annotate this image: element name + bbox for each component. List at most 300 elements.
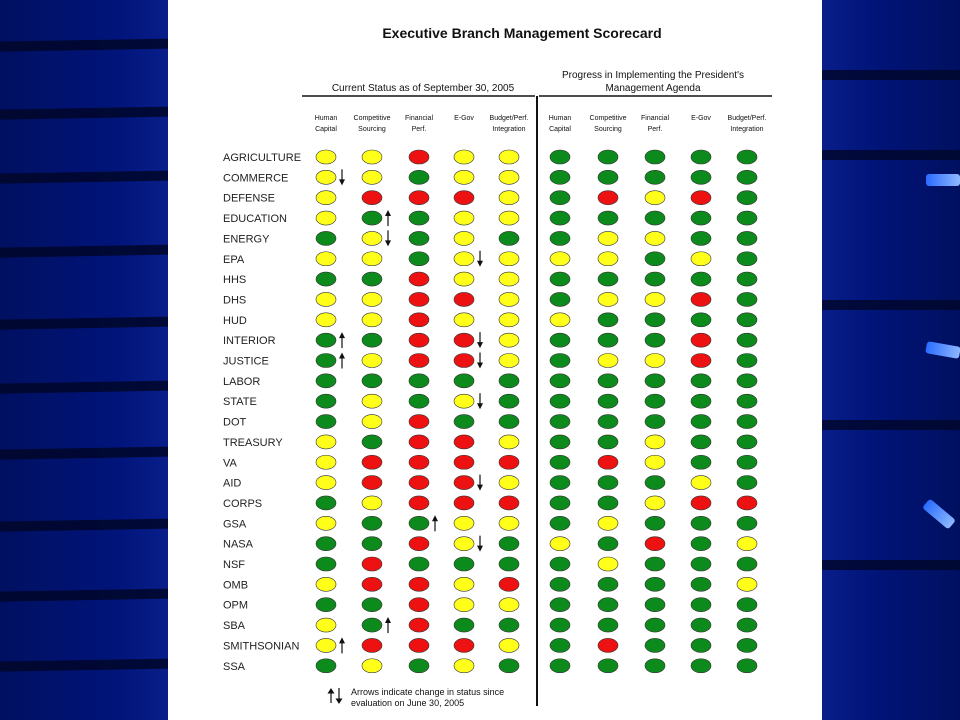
progress-mark-ssa-e-gov	[691, 659, 711, 673]
status-mark-epa-human-capital	[316, 252, 336, 266]
status-mark-dot-financial-perf	[409, 415, 429, 429]
progress-mark-state-e-gov	[691, 394, 711, 408]
status-mark-nasa-e-gov	[454, 537, 474, 551]
progress-mark-labor-human-capital	[550, 374, 570, 388]
status-mark-nasa-budget-perf-integration	[499, 537, 519, 551]
progress-mark-opm-competitive-sourcing	[598, 598, 618, 612]
progress-mark-nasa-human-capital	[550, 537, 570, 551]
progress-mark-nasa-financial-perf	[645, 537, 665, 551]
agency-label-state: STATE	[223, 396, 257, 409]
progress-mark-ssa-competitive-sourcing	[598, 659, 618, 673]
progress-mark-energy-budget-perf-integration	[737, 231, 757, 245]
status-mark-ssa-financial-perf	[409, 659, 429, 673]
progress-mark-aid-human-capital	[550, 476, 570, 490]
scorecard-panel	[168, 0, 822, 720]
progress-mark-treasury-financial-perf	[645, 435, 665, 449]
scorecard-chart	[168, 0, 822, 720]
status-mark-treasury-human-capital	[316, 435, 336, 449]
progress-mark-sba-human-capital	[550, 618, 570, 632]
progress-mark-smithsonian-competitive-sourcing	[598, 638, 618, 652]
arrow-up-smithsonian-human-capital	[339, 637, 345, 653]
arrow-down-commerce-human-capital	[339, 169, 345, 185]
status-mark-corps-financial-perf	[409, 496, 429, 510]
agency-label-aid: AID	[223, 477, 242, 490]
status-col-header-financial-perf-line1: Financial	[404, 115, 434, 122]
progress-mark-va-budget-perf-integration	[737, 455, 757, 469]
status-mark-corps-e-gov	[454, 496, 474, 510]
status-col-header-budget-perf-integration-line1: Budget/Perf.	[489, 115, 529, 122]
arrow-down-aid-e-gov	[477, 475, 483, 491]
status-col-header-human-capital-line1: Human	[314, 115, 338, 122]
background-right	[822, 0, 960, 720]
progress-mark-gsa-budget-perf-integration	[737, 516, 757, 530]
section-progress-title-line2: Management Agenda	[605, 83, 701, 94]
status-mark-commerce-financial-perf	[409, 170, 429, 184]
progress-mark-aid-financial-perf	[645, 476, 665, 490]
agency-label-omb: OMB	[223, 579, 249, 592]
progress-col-header-financial-perf-line2: Perf.	[647, 126, 663, 133]
status-mark-commerce-e-gov	[454, 170, 474, 184]
status-mark-ssa-human-capital	[316, 659, 336, 673]
progress-mark-sba-e-gov	[691, 618, 711, 632]
status-mark-state-budget-perf-integration	[499, 394, 519, 408]
progress-mark-agriculture-financial-perf	[645, 150, 665, 164]
status-mark-treasury-financial-perf	[409, 435, 429, 449]
status-mark-smithsonian-human-capital	[316, 638, 336, 652]
status-mark-aid-competitive-sourcing	[362, 476, 382, 490]
legend	[328, 687, 505, 708]
agency-label-sba: SBA	[223, 620, 246, 633]
agency-label-energy: ENERGY	[223, 233, 270, 246]
progress-col-header-competitive-sourcing-line1: Competitive	[589, 115, 627, 122]
status-mark-agriculture-competitive-sourcing	[362, 150, 382, 164]
status-mark-sba-budget-perf-integration	[499, 618, 519, 632]
progress-mark-justice-competitive-sourcing	[598, 354, 618, 368]
status-mark-defense-human-capital	[316, 191, 336, 205]
progress-mark-dhs-competitive-sourcing	[598, 292, 618, 306]
progress-col-header-financial-perf-line1: Financial	[640, 115, 670, 122]
status-mark-hhs-financial-perf	[409, 272, 429, 286]
status-mark-justice-financial-perf	[409, 354, 429, 368]
progress-mark-nsf-human-capital	[550, 557, 570, 571]
progress-mark-ssa-financial-perf	[645, 659, 665, 673]
progress-mark-nsf-competitive-sourcing	[598, 557, 618, 571]
status-mark-ssa-competitive-sourcing	[362, 659, 382, 673]
arrow-down-justice-e-gov	[477, 353, 483, 369]
status-mark-va-e-gov	[454, 455, 474, 469]
status-mark-nsf-human-capital	[316, 557, 336, 571]
progress-mark-gsa-financial-perf	[645, 516, 665, 530]
status-mark-va-human-capital	[316, 455, 336, 469]
progress-mark-nasa-competitive-sourcing	[598, 537, 618, 551]
chart-title: Executive Branch Management Scorecard	[382, 25, 662, 41]
agency-label-va: VA	[223, 457, 237, 470]
status-mark-sba-e-gov	[454, 618, 474, 632]
status-mark-dhs-budget-perf-integration	[499, 292, 519, 306]
agency-label-treasury: TREASURY	[223, 436, 283, 449]
progress-mark-epa-budget-perf-integration	[737, 252, 757, 266]
progress-mark-interior-financial-perf	[645, 333, 665, 347]
progress-mark-defense-financial-perf	[645, 191, 665, 205]
progress-mark-corps-e-gov	[691, 496, 711, 510]
section-current-title: Current Status as of September 30, 2005	[331, 83, 515, 94]
progress-mark-commerce-financial-perf	[645, 170, 665, 184]
status-mark-education-competitive-sourcing	[362, 211, 382, 225]
status-mark-va-financial-perf	[409, 455, 429, 469]
progress-mark-dhs-human-capital	[550, 292, 570, 306]
status-col-header-competitive-sourcing-line1: Competitive	[353, 115, 391, 122]
arrow-down-state-e-gov	[477, 393, 483, 409]
arrow-down-nasa-e-gov	[477, 536, 483, 552]
arrow-up-gsa-financial-perf	[432, 515, 438, 531]
progress-mark-defense-human-capital	[550, 191, 570, 205]
status-mark-opm-financial-perf	[409, 598, 429, 612]
progress-mark-treasury-competitive-sourcing	[598, 435, 618, 449]
agency-label-nasa: NASA	[223, 538, 253, 551]
status-mark-dhs-human-capital	[316, 292, 336, 306]
status-mark-interior-e-gov	[454, 333, 474, 347]
status-mark-dhs-competitive-sourcing	[362, 292, 382, 306]
status-mark-opm-human-capital	[316, 598, 336, 612]
agency-label-smithsonian: SMITHSONIAN	[223, 640, 300, 653]
status-mark-nsf-competitive-sourcing	[362, 557, 382, 571]
progress-mark-justice-budget-perf-integration	[737, 354, 757, 368]
status-mark-omb-competitive-sourcing	[362, 577, 382, 591]
progress-mark-justice-financial-perf	[645, 354, 665, 368]
progress-mark-agriculture-e-gov	[691, 150, 711, 164]
progress-mark-opm-human-capital	[550, 598, 570, 612]
progress-mark-aid-competitive-sourcing	[598, 476, 618, 490]
progress-mark-opm-budget-perf-integration	[737, 598, 757, 612]
progress-mark-dhs-financial-perf	[645, 292, 665, 306]
status-mark-opm-e-gov	[454, 598, 474, 612]
progress-mark-omb-budget-perf-integration	[737, 577, 757, 591]
progress-mark-commerce-budget-perf-integration	[737, 170, 757, 184]
progress-mark-va-human-capital	[550, 455, 570, 469]
agency-label-agriculture: AGRICULTURE	[223, 152, 302, 164]
status-mark-aid-human-capital	[316, 476, 336, 490]
progress-mark-education-human-capital	[550, 211, 570, 225]
progress-mark-aid-budget-perf-integration	[737, 476, 757, 490]
status-mark-smithsonian-e-gov	[454, 638, 474, 652]
progress-mark-epa-financial-perf	[645, 252, 665, 266]
status-mark-interior-budget-perf-integration	[499, 333, 519, 347]
agency-label-interior: INTERIOR	[223, 335, 276, 348]
arrow-up-education-competitive-sourcing	[385, 210, 391, 226]
arrow-up-interior-human-capital	[339, 332, 345, 348]
status-mark-agriculture-human-capital	[316, 150, 336, 164]
progress-mark-dot-e-gov	[691, 415, 711, 429]
status-col-header-budget-perf-integration-line2: Integration	[492, 126, 526, 133]
progress-mark-hud-competitive-sourcing	[598, 313, 618, 327]
status-mark-nsf-budget-perf-integration	[499, 557, 519, 571]
arrow-down-epa-e-gov	[477, 251, 483, 267]
progress-mark-energy-human-capital	[550, 231, 570, 245]
progress-mark-hud-e-gov	[691, 313, 711, 327]
agency-label-hud: HUD	[223, 314, 247, 327]
status-mark-nasa-human-capital	[316, 537, 336, 551]
progress-mark-dot-human-capital	[550, 415, 570, 429]
arrow-up-justice-human-capital	[339, 353, 345, 369]
progress-mark-opm-e-gov	[691, 598, 711, 612]
progress-mark-ssa-budget-perf-integration	[737, 659, 757, 673]
agency-label-opm: OPM	[223, 599, 249, 612]
progress-mark-labor-competitive-sourcing	[598, 374, 618, 388]
progress-mark-treasury-e-gov	[691, 435, 711, 449]
status-mark-va-budget-perf-integration	[499, 455, 519, 469]
progress-mark-gsa-competitive-sourcing	[598, 516, 618, 530]
progress-mark-labor-financial-perf	[645, 374, 665, 388]
progress-mark-sba-competitive-sourcing	[598, 618, 618, 632]
status-mark-nsf-e-gov	[454, 557, 474, 571]
progress-mark-treasury-budget-perf-integration	[737, 435, 757, 449]
progress-mark-interior-competitive-sourcing	[598, 333, 618, 347]
progress-mark-epa-competitive-sourcing	[598, 252, 618, 266]
status-mark-sba-competitive-sourcing	[362, 618, 382, 632]
status-col-header-human-capital-line2: Capital	[315, 126, 337, 133]
progress-mark-aid-e-gov	[691, 476, 711, 490]
progress-col-header-human-capital-line1: Human	[548, 115, 572, 122]
status-mark-agriculture-budget-perf-integration	[499, 150, 519, 164]
status-mark-energy-e-gov	[454, 231, 474, 245]
status-mark-gsa-human-capital	[316, 516, 336, 530]
status-mark-education-financial-perf	[409, 211, 429, 225]
progress-mark-hud-financial-perf	[645, 313, 665, 327]
status-mark-epa-competitive-sourcing	[362, 252, 382, 266]
status-mark-state-e-gov	[454, 394, 474, 408]
progress-mark-commerce-competitive-sourcing	[598, 170, 618, 184]
progress-mark-nsf-financial-perf	[645, 557, 665, 571]
progress-mark-corps-financial-perf	[645, 496, 665, 510]
progress-mark-dot-budget-perf-integration	[737, 415, 757, 429]
status-col-header-financial-perf-line2: Perf.	[411, 126, 427, 133]
status-mark-treasury-e-gov	[454, 435, 474, 449]
status-mark-defense-budget-perf-integration	[499, 191, 519, 205]
progress-mark-agriculture-human-capital	[550, 150, 570, 164]
progress-mark-dhs-budget-perf-integration	[737, 292, 757, 306]
status-mark-sba-financial-perf	[409, 618, 429, 632]
status-mark-justice-budget-perf-integration	[499, 354, 519, 368]
status-mark-hud-budget-perf-integration	[499, 313, 519, 327]
arrow-down-interior-e-gov	[477, 332, 483, 348]
status-mark-dhs-financial-perf	[409, 292, 429, 306]
status-mark-defense-competitive-sourcing	[362, 191, 382, 205]
progress-mark-education-competitive-sourcing	[598, 211, 618, 225]
status-col-header-e-gov-line1: E-Gov	[454, 115, 474, 122]
progress-mark-energy-competitive-sourcing	[598, 231, 618, 245]
progress-mark-state-financial-perf	[645, 394, 665, 408]
progress-mark-nasa-e-gov	[691, 537, 711, 551]
arrow-up-sba-competitive-sourcing	[385, 617, 391, 633]
progress-mark-omb-e-gov	[691, 577, 711, 591]
agency-label-gsa: GSA	[223, 518, 247, 531]
status-mark-state-competitive-sourcing	[362, 394, 382, 408]
status-mark-omb-e-gov	[454, 577, 474, 591]
status-mark-interior-human-capital	[316, 333, 336, 347]
status-mark-smithsonian-financial-perf	[409, 638, 429, 652]
status-mark-hud-e-gov	[454, 313, 474, 327]
status-mark-dhs-e-gov	[454, 292, 474, 306]
progress-col-header-human-capital-line2: Capital	[549, 126, 571, 133]
status-mark-corps-human-capital	[316, 496, 336, 510]
status-mark-state-human-capital	[316, 394, 336, 408]
progress-mark-education-e-gov	[691, 211, 711, 225]
progress-mark-va-financial-perf	[645, 455, 665, 469]
status-mark-opm-competitive-sourcing	[362, 598, 382, 612]
status-mark-hhs-human-capital	[316, 272, 336, 286]
status-mark-education-e-gov	[454, 211, 474, 225]
status-mark-smithsonian-competitive-sourcing	[362, 638, 382, 652]
progress-col-header-competitive-sourcing-line2: Sourcing	[594, 126, 622, 133]
status-mark-hud-financial-perf	[409, 313, 429, 327]
agency-label-justice: JUSTICE	[223, 355, 269, 368]
status-mark-energy-financial-perf	[409, 231, 429, 245]
status-mark-agriculture-financial-perf	[409, 150, 429, 164]
legend-text-line2: evaluation on June 30, 2005	[351, 698, 465, 708]
status-mark-education-human-capital	[316, 211, 336, 225]
progress-mark-va-competitive-sourcing	[598, 455, 618, 469]
status-mark-omb-financial-perf	[409, 577, 429, 591]
progress-mark-energy-financial-perf	[645, 231, 665, 245]
status-col-header-competitive-sourcing-line2: Sourcing	[358, 126, 386, 133]
status-mark-epa-e-gov	[454, 252, 474, 266]
progress-mark-agriculture-competitive-sourcing	[598, 150, 618, 164]
status-mark-corps-competitive-sourcing	[362, 496, 382, 510]
progress-mark-sba-budget-perf-integration	[737, 618, 757, 632]
progress-mark-education-budget-perf-integration	[737, 211, 757, 225]
status-mark-dot-human-capital	[316, 415, 336, 429]
status-mark-ssa-e-gov	[454, 659, 474, 673]
progress-mark-omb-financial-perf	[645, 577, 665, 591]
status-mark-interior-competitive-sourcing	[362, 333, 382, 347]
progress-mark-dhs-e-gov	[691, 292, 711, 306]
progress-mark-epa-e-gov	[691, 252, 711, 266]
status-mark-treasury-competitive-sourcing	[362, 435, 382, 449]
progress-mark-smithsonian-human-capital	[550, 638, 570, 652]
status-mark-hud-competitive-sourcing	[362, 313, 382, 327]
progress-mark-hhs-e-gov	[691, 272, 711, 286]
progress-mark-defense-budget-perf-integration	[737, 191, 757, 205]
status-mark-opm-budget-perf-integration	[499, 598, 519, 612]
agency-label-commerce: COMMERCE	[223, 172, 289, 185]
status-mark-defense-financial-perf	[409, 191, 429, 205]
section-progress-title-line1: Progress in Implementing the President's	[562, 70, 744, 81]
status-mark-energy-human-capital	[316, 231, 336, 245]
legend-text-line1: Arrows indicate change in status since	[351, 687, 505, 697]
status-mark-aid-e-gov	[454, 476, 474, 490]
status-mark-education-budget-perf-integration	[499, 211, 519, 225]
agency-label-nsf: NSF	[223, 559, 245, 571]
status-mark-justice-e-gov	[454, 354, 474, 368]
progress-mark-state-competitive-sourcing	[598, 394, 618, 408]
progress-mark-agriculture-budget-perf-integration	[737, 150, 757, 164]
progress-mark-gsa-e-gov	[691, 516, 711, 530]
progress-mark-hhs-human-capital	[550, 272, 570, 286]
progress-mark-commerce-e-gov	[691, 170, 711, 184]
progress-mark-dot-financial-perf	[645, 415, 665, 429]
progress-mark-defense-competitive-sourcing	[598, 191, 618, 205]
progress-mark-treasury-human-capital	[550, 435, 570, 449]
status-mark-aid-budget-perf-integration	[499, 476, 519, 490]
status-mark-agriculture-e-gov	[454, 150, 474, 164]
progress-mark-omb-human-capital	[550, 577, 570, 591]
progress-mark-state-budget-perf-integration	[737, 394, 757, 408]
status-mark-labor-human-capital	[316, 374, 336, 388]
status-mark-epa-budget-perf-integration	[499, 252, 519, 266]
status-mark-hud-human-capital	[316, 313, 336, 327]
status-mark-smithsonian-budget-perf-integration	[499, 638, 519, 652]
status-mark-dot-e-gov	[454, 415, 474, 429]
progress-col-header-budget-perf-integration-line2: Integration	[730, 126, 764, 133]
progress-mark-nsf-e-gov	[691, 557, 711, 571]
status-mark-state-financial-perf	[409, 394, 429, 408]
arrow-down-energy-competitive-sourcing	[385, 230, 391, 246]
progress-mark-ssa-human-capital	[550, 659, 570, 673]
status-mark-justice-competitive-sourcing	[362, 354, 382, 368]
status-mark-commerce-human-capital	[316, 170, 336, 184]
status-mark-gsa-budget-perf-integration	[499, 516, 519, 530]
progress-mark-epa-human-capital	[550, 252, 570, 266]
status-mark-omb-human-capital	[316, 577, 336, 591]
progress-mark-hud-budget-perf-integration	[737, 313, 757, 327]
agency-label-epa: EPA	[223, 253, 245, 266]
progress-mark-corps-budget-perf-integration	[737, 496, 757, 510]
status-mark-interior-financial-perf	[409, 333, 429, 347]
progress-mark-nasa-budget-perf-integration	[737, 537, 757, 551]
status-mark-omb-budget-perf-integration	[499, 577, 519, 591]
status-mark-commerce-budget-perf-integration	[499, 170, 519, 184]
progress-mark-hud-human-capital	[550, 313, 570, 327]
status-mark-energy-budget-perf-integration	[499, 231, 519, 245]
progress-mark-interior-human-capital	[550, 333, 570, 347]
progress-mark-smithsonian-e-gov	[691, 638, 711, 652]
agency-label-corps: CORPS	[223, 497, 263, 510]
progress-mark-corps-human-capital	[550, 496, 570, 510]
progress-mark-dot-competitive-sourcing	[598, 415, 618, 429]
progress-col-header-budget-perf-integration-line1: Budget/Perf.	[727, 115, 767, 122]
progress-mark-labor-budget-perf-integration	[737, 374, 757, 388]
status-mark-gsa-financial-perf	[409, 516, 429, 530]
status-mark-labor-financial-perf	[409, 374, 429, 388]
progress-mark-interior-e-gov	[691, 333, 711, 347]
status-mark-epa-financial-perf	[409, 252, 429, 266]
agency-label-defense: DEFENSE	[223, 192, 275, 205]
status-mark-labor-e-gov	[454, 374, 474, 388]
progress-mark-justice-e-gov	[691, 354, 711, 368]
status-mark-va-competitive-sourcing	[362, 455, 382, 469]
status-mark-hhs-budget-perf-integration	[499, 272, 519, 286]
status-mark-corps-budget-perf-integration	[499, 496, 519, 510]
agency-label-hhs: HHS	[223, 274, 247, 287]
status-mark-labor-budget-perf-integration	[499, 374, 519, 388]
status-mark-dot-budget-perf-integration	[499, 415, 519, 429]
progress-mark-hhs-budget-perf-integration	[737, 272, 757, 286]
progress-mark-education-financial-perf	[645, 211, 665, 225]
progress-mark-omb-competitive-sourcing	[598, 577, 618, 591]
progress-mark-nsf-budget-perf-integration	[737, 557, 757, 571]
status-mark-dot-competitive-sourcing	[362, 415, 382, 429]
status-mark-energy-competitive-sourcing	[362, 231, 382, 245]
status-mark-commerce-competitive-sourcing	[362, 170, 382, 184]
progress-mark-justice-human-capital	[550, 354, 570, 368]
progress-col-header-e-gov-line1: E-Gov	[691, 115, 711, 122]
progress-mark-state-human-capital	[550, 394, 570, 408]
agency-label-dot: DOT	[223, 416, 247, 429]
status-mark-nasa-financial-perf	[409, 537, 429, 551]
background-left	[0, 0, 168, 720]
progress-mark-opm-financial-perf	[645, 598, 665, 612]
progress-mark-corps-competitive-sourcing	[598, 496, 618, 510]
